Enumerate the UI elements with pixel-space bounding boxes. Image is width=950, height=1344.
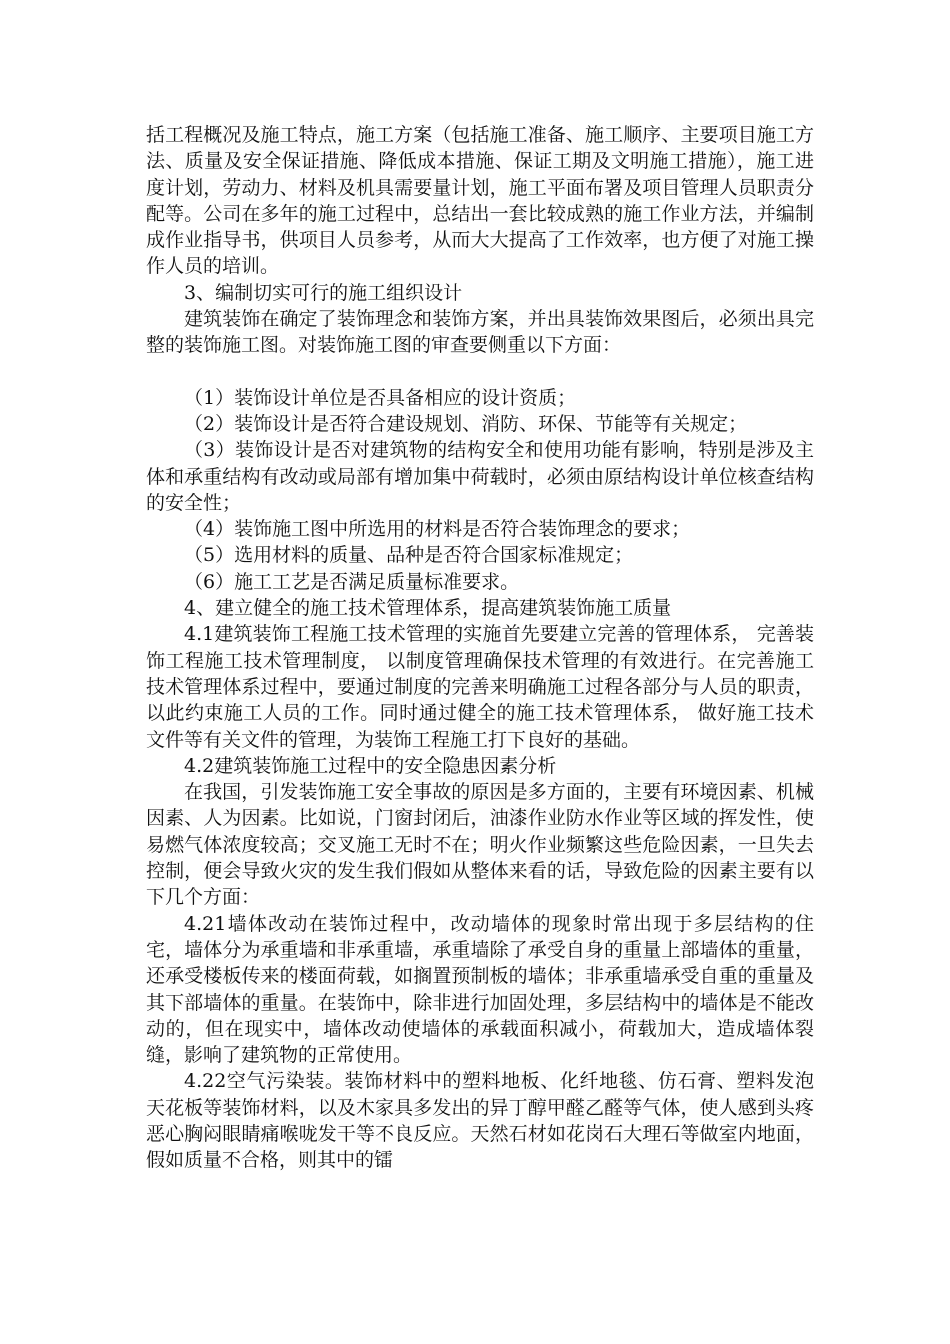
body-text — [146, 122, 814, 1174]
list-item-3: （3）装饰设计是否对建筑物的结构安全和使用功能有影响，特别是涉及主体和承重结构有改动或局部有增加集中荷载时，必须由原结构设计单位核查结构的安全性； — [146, 439, 814, 514]
paragraph-hazard-factors: 在我国，引发装饰施工安全事故的原因是多方面的，主要有环境因素、机械因素、人为因素。比如说，门窗封闭后，油漆作业防水作业等区域的挥发性，使易燃气体浓度较高；交叉施工无时不在；明火作业频繁这些危险因素，一旦失去控制，便会导致火灾的发生我们假如从整体来看的话，导致危险的因素主要有以下几个方面： — [146, 781, 814, 909]
list-item-6: （6）施工工艺是否满足质量标准要求。 — [184, 570, 520, 593]
paragraph-4-1: 4.1建筑装饰工程施工技术管理的实施首先要建立完善的管理体系， 完善装饰工程施工技术管理制度， 以制度管理确保技术管理的有效进行。在完善施工技术管理体系过程中，要通过制度的完善来明确施工过程各部分与人员的职责，以此约束施工人员的工作。同时通过健全的施工技术管理体系， 做好施工技术文件等有关文件的管理，为装饰工程施工打下良好的基础。 — [146, 623, 814, 751]
heading-3: 3、编制切实可行的施工组织设计 — [184, 281, 463, 304]
heading-4: 4、建立健全的施工技术管理体系，提高建筑装饰施工质量 — [184, 597, 672, 620]
list-item-4: （4）装饰施工图中所选用的材料是否符合装饰理念的要求； — [184, 518, 691, 541]
list-item-5: （5）选用材料的质量、品种是否符合国家标准规定； — [184, 544, 634, 567]
heading-4-2: 4.2建筑装饰施工过程中的安全隐患因素分析 — [184, 754, 557, 777]
paragraph-4-22: 4.22空气污染装。装饰材料中的塑料地板、化纤地毯、仿石膏、塑料发泡天花板等装饰材料，以及木家具多发出的异丁醇甲醛乙醛等气体，使人感到头疼恶心胸闷眼睛痛喉咙发干等不良反应。天然石材如花岗石大理石等做室内地面，假如质量不合格，则其中的镭 — [146, 1070, 814, 1172]
list-item-1: （1）装饰设计单位是否具备相应的设计资质； — [184, 386, 577, 409]
list-item-2: （2）装饰设计是否符合建设规划、消防、环保、节能等有关规定； — [184, 412, 748, 435]
paragraph-drawing-review: 建筑装饰在确定了装饰理念和装饰方案，并出具装饰效果图后，必须出具完整的装饰施工图。对装饰施工图的审查要侧重以下方面： — [146, 308, 814, 357]
blank-line — [146, 359, 814, 385]
paragraph-4-21: 4.21墙体改动在装饰过程中，改动墙体的现象时常出现于多层结构的住宅，墙体分为承重墙和非承重墙，承重墙除了承受自身的重量上部墙体的重量，还承受楼板传来的楼面荷载，如搁置预制板的墙体；非承重墙承受自重的重量及其下部墙体的重量。在装饰中，除非进行加固处理，多层结构中的墙体是不能改动的，但在现实中，墙体改动使墙体的承载面积减小，荷载加大，造成墙体裂缝，影响了建筑物的正常使用。 — [146, 912, 814, 1067]
paragraph-construction-plan: 括工程概况及施工特点，施工方案（包括施工准备、施工顺序、主要项目施工方法、质量及安全保证措施、降低成本措施、保证工期及文明施工措施），施工进度计划，劳动力、材料及机具需要量计划，施工平面布署及项目管理人员职责分配等。公司在多年的施工过程中，总结出一套比较成熟的施工作业方法，并编制成作业指导书，供项目人员参考，从而大大提高了工作效率，也方便了对施工操作人员的培训。 — [146, 124, 814, 278]
